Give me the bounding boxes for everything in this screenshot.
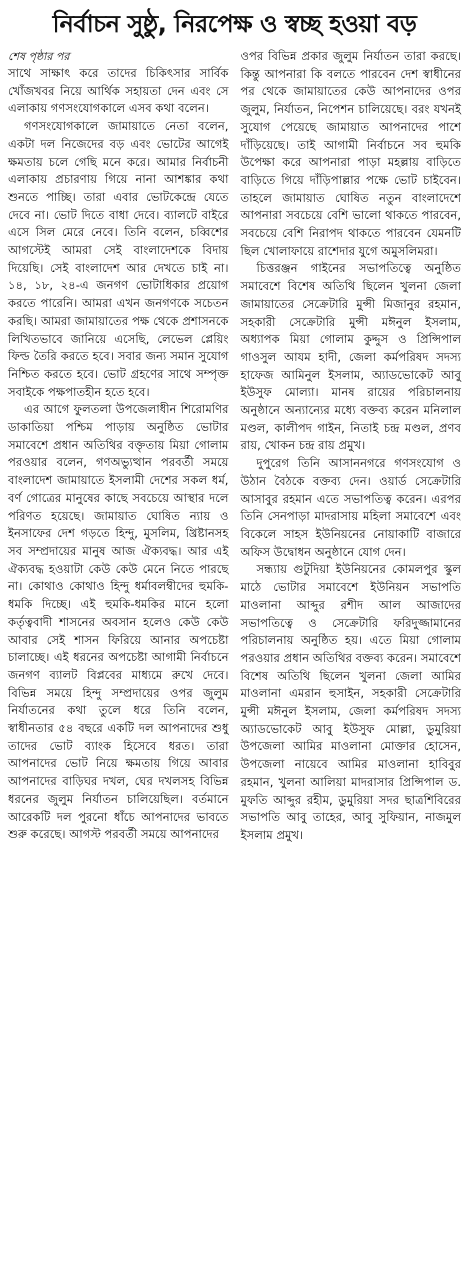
headline: নির্বাচন সুষ্ঠু, নিরপেক্ষ ও স্বচ্ছ হওয়া বড় <box>52 10 417 38</box>
paragraph: সাথে সাক্ষাৎ করে তাদের চিকিৎসার সার্বিক খোঁজখবর নিয়ে আর্থিক সহায়তা দেন এবং সে এলাকায় গণসংযোগকালে এসব কথা বলেন। <box>8 66 229 116</box>
column-left <box>8 48 229 845</box>
article-body <box>8 48 461 845</box>
continued-from-label: শেষ পৃষ্ঠার পর <box>8 50 70 63</box>
paragraph: এর আগে ফুলতলা উপজেলাধীন শিরোমণির ডাকাতিয়া পশ্চিম পাড়ায় অনুষ্ঠিত ভোটার সমাবেশে প্রধান অতিথির বক্তৃতায় মিয়া গোলাম পরওয়ার বলেন, গণঅভ্যুত্থান পরবর্তী সময়ে বাংলাদেশ জামায়াতে ইসলামী দেশের সকল ধর্ম, বর্ণ গোত্রের মানুষের কাছে সবচেয়ে আস্থার দলে পরিণত হয়েছে। জামায়াত ঘোষিত ন্যায় ও ইনসাফের দেশ গড়তে হিন্দু, মুসলিম, খ্রিষ্টানসহ সব সম্প্রদায়ের মানুষ আজ ঐক্যবদ্ধ। আর এই ঐক্যবদ্ধ হওয়াটা কেউ কেউ মেনে নিতে পারছে না। কোথাও কোথাও হিন্দু ধর্মাবলম্বীদের হুমকি-ধমকি দিচ্ছে। এই হুমকি-ধমকির মানে হলো কর্তৃত্ববাদী শাসনের অবসান হলেও কেউ কেউ আবার সেই শাসন ফিরিয়ে আনার অপচেষ্টা চালাচ্ছে। এই ধরনের অপচেষ্টা আগামী নির্বাচনে জনগণ ব্যালট বিপ্লবের মাধ্যমে রুখে দেবে। বিভিন্ন সময়ে হিন্দু সম্প্রদায়ের ওপর জুলুম নির্যাতনের কথা তুলে ধরে তিনি বলেন, স্বাধীনতার ৫৪ বছরে একটি দল আপনাদের শুধু তাদের ভোট ব্যাংক হিসেবে ধরত। তারা আপনাদের ভোট নিয়ে ক্ষমতায় গিয়ে আবার আপনাদের বাড়িঘর দখল, ঘের দখলসহ বিভিন্ন ধরনের জুলুম নির্যাতন চালিয়েছিল। বর্তমানে আরেকটি দল পুরনো ধাঁচে আপনাদের ভাবতে শুরু করেছে। আগস্ট পরবর্তী সময়ে আপনাদের <box>8 402 229 842</box>
paragraph: দুপুরেগ তিনি আসাননগরে গণসংযোগ ও উঠান বৈঠকে বক্তব্য দেন। ওয়ার্ড সেক্রেটারি আসাবুর রহমান এতে সভাপতিত্ব করেন। এরপর তিনি সেনপাড়া মাদরাসায় মহিলা সমাবেশে এবং বিকেলে সাহস ইউনিয়নের নোয়াকাটি বাজারে অফিস উদ্বোধন অনুষ্ঠানে যোগ দেন। <box>240 456 461 559</box>
paragraph: ওপর বিভিন্ন প্রকার জুলুম নির্যাতন তারা করছে। কিন্তু আপনারা কি বলতে পারবেন দেশ স্বাধীনের পর থেকে জামায়াতের কেউ আপনাদের ওপর জুলুম, নির্যাতন, নিপেশন চালিয়েছে। বরং যখনই সুযোগ পেয়েছে জামায়াত আপনাদের পাশে দাঁড়িয়েছে। তাই আগামী নির্বাচনে সব হুমকি উপেক্ষা করে আপনারা পাড়া মহল্লায় বাড়িতে বাড়িতে গিয়ে দাঁড়িপাল্লার পক্ষে ভোট চাইবেন। তাহলে জামায়াত ঘোষিত নতুন বাংলাদেশে আপনারা সবচেয়ে বেশি ভালো থাকতে পারবেন, সবচেয়ে বেশি নিরাপদ থাকতে পারবেন যেমনটি ছিল খোলাফায়ে রাশেদার যুগে অমুসলিমরা। <box>240 49 461 258</box>
paragraph: চিত্তরঞ্জন গাইনের সভাপতিত্বে অনুষ্ঠিত সমাবেশে বিশেষ অতিথি ছিলেন খুলনা জেলা জামায়াতের সেক্রেটারি মুন্সী মিজানুর রহমান, সহকারী সেক্রেটারি মুন্সী মঈনুল ইসলাম, অধ্যাপক মিয়া গোলাম কুদ্দুস ও প্রিন্সিপাল গাওসুল আযম হাদী, জেলা কর্মপরিষদ সদস্য হাফেজ আমিনুল ইসলাম, অ্যাডভোকেট আবু ইউসুফ মোল্যা। মানষ রায়ের পরিচালনায় অনুষ্ঠানে অন্যান্যের মধ্যে বক্তব্য করেন মনিলাল মণ্ডল, কালীপদ গাইন, নিতাই চন্দ্র মণ্ডল, প্রণব রায়, খোকন চন্দ্র রায় প্রমুখ। <box>240 261 461 453</box>
paragraph: গণসংযোগকালে জামায়াতে নেতা বলেন, একটা দল নিজেদের বড় এবং ভোটের আগেই ক্ষমতায় চলে গেছি মনে করে। আমার নির্বাচনী এলাকায় প্রচারণায় গিয়ে নানা আশঙ্কার কথা শুনতে পাচ্ছি। তারা এবার ভোটকেন্দ্রে যেতে দেবে না। ভোট দিতে বাধা দেবে। ব্যালটে বাইরে এসে সিল মেরে নেবে। তিনি বলেন, চব্বিশের আগস্টেই আমরা সেই বাংলাদেশকে বিদায় দিয়েছি। সেই বাংলাদেশ আর দেখতে চাই না। ১৪, ১৮, ২৪-এ জনগণ ভোটাধিকার প্রয়োগ করতে পারেনি। আমরা এখন জনগণকে সচেতন করছি। আমরা জামায়াতের পক্ষ থেকে প্রশাসনকে লিখিতভাবে জানিয়ে এসেছি, লেভেল প্লেয়িং ফিল্ড তৈরি করতে হবে। সবার জন্য সমান সুযোগ নিশ্চিত করতে হবে। ভোট গ্রহণের সাথে সম্পৃক্ত সবাইকে পক্ষপাতহীন হতে হবে। <box>8 119 229 399</box>
paragraph: সন্ধ্যায় গুটুদিয়া ইউনিয়নের কোমলপুর স্কুল মাঠে ভোটার সমাবেশে ইউনিয়ন সভাপতি মাওলানা আব্দুর রশীদ আল আজাদের সভাপতিত্বে ও সেক্রেটারি ফরিদুজ্জামানের পরিচালনায় অনুষ্ঠিত হয়। এতে মিয়া গোলাম পরওয়ার প্রধান অতিথির বক্তব্য করেন। সমাবেশে বিশেষ অতিথি ছিলেন খুলনা জেলা আমির মাওলানা এমরান হুসাইন, সহকারী সেক্রেটারি মুন্সী মঈনুল ইসলাম, জেলা কর্মপরিষদ সদস্য অ্যাডভোকেট আবু ইউসুফ মোল্লা, ডুমুরিয়া উপজেলা আমির মাওলানা মোক্তার হোসেন, উপজেলা নায়েবে আমির মাওলানা হাবিবুর রহমান, খুলনা আলিয়া মাদরাসার প্রিন্সিপাল ড. মুফতি আব্দুর রহীম, ডুমুরিয়া সদর ছাত্রশিবিরের সভাপতি আবু তাহের, আবু সুফিয়ান, নাজমুল ইসলাম প্রমুখ। <box>240 562 461 842</box>
column-right <box>241 48 462 845</box>
